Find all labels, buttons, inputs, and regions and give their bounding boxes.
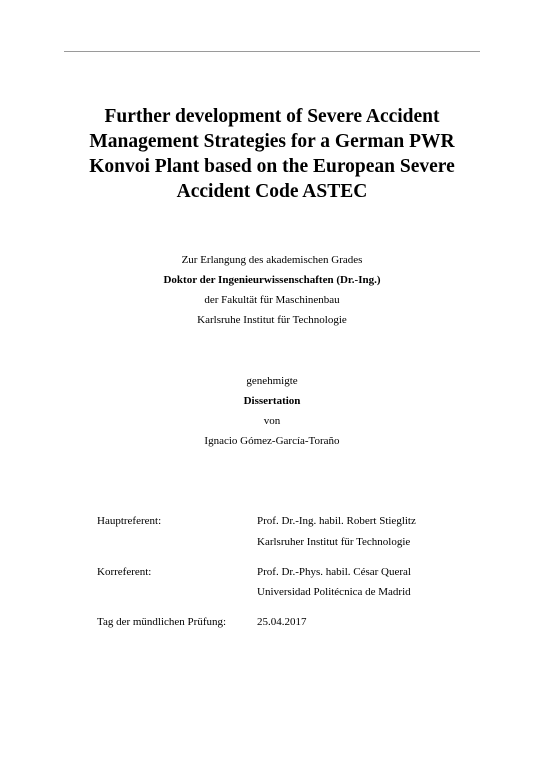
exam-date: 25.04.2017: [257, 616, 307, 628]
co-referee-label: Korreferent:: [97, 566, 152, 578]
dissertation-block: [64, 371, 480, 451]
title-line-3: Konvoi Plant based on the European Severe: [89, 156, 455, 177]
title-line-2: Management Strategies for a German PWR: [89, 131, 455, 152]
co-referee-name: Prof. Dr.-Phys. habil. César Queral: [257, 566, 411, 578]
by-label: von: [263, 415, 281, 427]
institute-line: Karlsruhe Institut für Technologie: [197, 314, 347, 326]
co-referee-affiliation: Universidad Politécnica de Madrid: [257, 586, 411, 598]
purpose-line: Zur Erlangung des akademischen Grades: [181, 254, 363, 266]
main-referee-label: Hauptreferent:: [97, 515, 162, 527]
degree-purpose-block: [64, 250, 480, 330]
faculty-line: der Fakultät für Maschinenbau: [204, 294, 340, 306]
main-referee-affiliation: Karlsruher Institut für Technologie: [257, 536, 411, 548]
degree-name: Doktor der Ingenieurwissenschaften (Dr.-Ing.): [163, 274, 381, 286]
top-rule: [64, 51, 480, 52]
exam-date-label: Tag der mündlichen Prüfung:: [97, 616, 227, 628]
title-line-4: Accident Code ASTEC: [176, 181, 368, 202]
dissertation-label: Dissertation: [243, 395, 301, 407]
main-referee-name: Prof. Dr.-Ing. habil. Robert Stieglitz: [257, 515, 416, 527]
thesis-title: [64, 104, 480, 204]
title-line-1: Further development of Severe Accident: [104, 106, 440, 127]
author-name: Ignacio Gómez-García-Toraño: [204, 435, 340, 447]
approved-label: genehmigte: [246, 375, 298, 387]
